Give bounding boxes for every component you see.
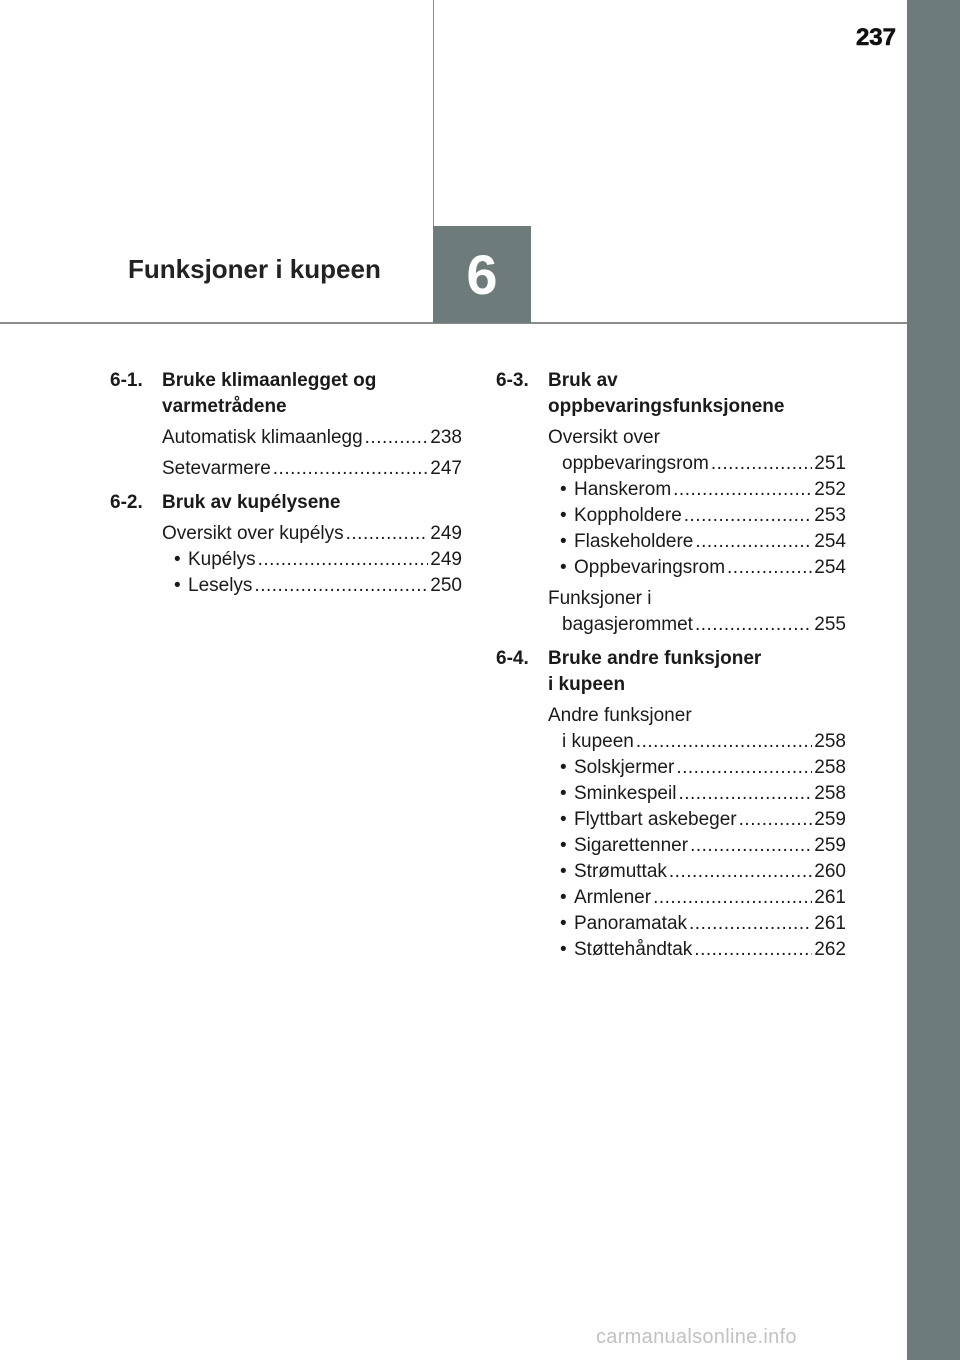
entry-leader-line	[162, 521, 462, 547]
entry-page-number: 247	[430, 458, 462, 479]
chapter-number-box	[433, 226, 531, 323]
bullet-icon: •	[174, 549, 181, 570]
entry-leader-line	[162, 456, 462, 482]
toc-column-right	[496, 368, 846, 971]
bullet-icon: •	[560, 531, 567, 552]
sub-entry-title: Flaskeholdere	[574, 531, 694, 552]
header-divider-vertical	[433, 0, 434, 226]
dot-leader	[254, 573, 428, 599]
sub-entry-title: Sminkespeil	[574, 783, 677, 804]
toc-sub-entry[interactable]	[548, 529, 846, 555]
toc-entry[interactable]	[162, 456, 462, 482]
dot-leader	[711, 451, 812, 477]
entry-title: Automatisk klimaanlegg	[162, 427, 363, 448]
toc-sub-entry[interactable]	[548, 807, 846, 833]
section-title-line: Bruke klimaanlegget og	[162, 370, 377, 391]
section-heading	[496, 368, 846, 420]
sub-entry-page-number: 261	[814, 887, 846, 908]
entry-title: i kupeen	[562, 731, 634, 752]
toc-sub-entry[interactable]	[548, 477, 846, 503]
entry-page-number: 249	[430, 523, 462, 544]
bullet-icon: •	[560, 505, 567, 526]
bullet-icon: •	[560, 861, 567, 882]
bullet-icon: •	[560, 939, 567, 960]
toc-sub-entry[interactable]	[548, 885, 846, 911]
bullet-icon: •	[560, 757, 567, 778]
bullet-icon: •	[174, 575, 181, 596]
entry-title: oppbevaringsrom	[562, 453, 709, 474]
sub-entry-page-number: 250	[430, 575, 462, 596]
sub-entry-page-number: 258	[814, 783, 846, 804]
dot-leader	[694, 937, 812, 963]
toc-sub-entry[interactable]	[548, 937, 846, 963]
section-title-line: Bruke andre funksjoner	[548, 648, 762, 669]
toc-sub-entry[interactable]	[548, 503, 846, 529]
sub-entry-page-number: 253	[814, 505, 846, 526]
section-title-line: Bruk av kupélysene	[162, 492, 341, 513]
sub-entry-page-number: 254	[814, 557, 846, 578]
toc-section	[496, 646, 846, 963]
entry-leader-line	[162, 425, 462, 451]
sub-entry-page-number: 252	[814, 479, 846, 500]
toc-sub-entry[interactable]	[548, 755, 846, 781]
section-title-line: i kupeen	[548, 674, 626, 695]
entry-leader-line	[548, 451, 846, 477]
section-title-line: Bruk av	[548, 370, 618, 391]
entry-title: Oversikt over kupélys	[162, 523, 344, 544]
toc-entry[interactable]	[548, 586, 846, 638]
watermark: carmanualsonline.info	[596, 1326, 797, 1348]
sub-entry-page-number: 249	[430, 549, 462, 570]
sub-entry-page-number: 258	[814, 757, 846, 778]
sub-entry-title: Solskjermer	[574, 757, 675, 778]
toc-sub-entry[interactable]	[548, 911, 846, 937]
entry-text-line: Oversikt over	[548, 427, 660, 448]
toc-column-left	[110, 368, 462, 607]
section-title	[162, 490, 462, 516]
dot-leader	[673, 477, 812, 503]
entry-page-number: 251	[814, 453, 846, 474]
dot-leader	[346, 521, 429, 547]
sub-entry-title: Kupélys	[188, 549, 256, 570]
dot-leader	[669, 859, 812, 885]
dot-leader	[739, 807, 813, 833]
chapter-title: Funksjoner i kupeen	[128, 254, 381, 284]
dot-leader	[727, 555, 812, 581]
dot-leader	[676, 755, 812, 781]
section-title	[548, 646, 846, 698]
toc-sub-entry[interactable]	[162, 573, 462, 599]
bullet-icon: •	[560, 913, 567, 934]
sub-entry-title: Sigarettenner	[574, 835, 689, 856]
toc-sub-entry[interactable]	[548, 555, 846, 581]
entry-text-line: Funksjoner i	[548, 588, 652, 609]
sub-entry-page-number: 259	[814, 809, 846, 830]
bullet-icon: •	[560, 809, 567, 830]
dot-leader	[695, 529, 812, 555]
section-number: 6-3.	[496, 370, 529, 391]
sub-entry-list	[548, 477, 846, 581]
dot-leader	[695, 612, 812, 638]
toc-entry[interactable]	[162, 425, 462, 451]
section-title-line: varmetrådene	[162, 396, 287, 417]
toc-section	[496, 368, 846, 638]
sub-entry-title: Armlener	[574, 887, 652, 908]
toc-section	[110, 490, 462, 599]
toc-entry[interactable]	[548, 703, 846, 755]
entry-title: Setevarmere	[162, 458, 271, 479]
dot-leader	[258, 547, 429, 573]
toc-section	[110, 368, 462, 482]
chapter-side-tab	[907, 0, 960, 1360]
entry-leader-line	[548, 729, 846, 755]
dot-leader	[689, 911, 812, 937]
section-heading	[496, 646, 846, 698]
toc-entry[interactable]	[548, 425, 846, 477]
section-number: 6-4.	[496, 648, 529, 669]
sub-entry-list	[548, 755, 846, 963]
sub-entry-page-number: 260	[814, 861, 846, 882]
sub-entry-title: Leselys	[188, 575, 253, 596]
sub-entry-title: Hanskerom	[574, 479, 672, 500]
section-title	[548, 368, 846, 420]
section-heading	[110, 368, 462, 420]
section-number: 6-2.	[110, 492, 143, 513]
sub-entry-page-number: 262	[814, 939, 846, 960]
toc-sub-entry[interactable]	[548, 781, 846, 807]
dot-leader	[636, 729, 812, 755]
toc-sub-entry[interactable]	[162, 547, 462, 573]
sub-entry-title: Panoramatak	[574, 913, 688, 934]
dot-leader	[684, 503, 813, 529]
dot-leader	[678, 781, 812, 807]
dot-leader	[690, 833, 812, 859]
dot-leader	[653, 885, 812, 911]
page-number: 237	[855, 24, 896, 51]
toc-entry[interactable]	[162, 521, 462, 547]
sub-entry-page-number: 254	[814, 531, 846, 552]
section-title-line: oppbevaringsfunksjonene	[548, 396, 785, 417]
bullet-icon: •	[560, 557, 567, 578]
bullet-icon: •	[560, 835, 567, 856]
entry-page-number: 255	[814, 614, 846, 635]
section-number: 6-1.	[110, 370, 143, 391]
sub-entry-page-number: 261	[814, 913, 846, 934]
section-heading	[110, 490, 462, 516]
sub-entry-title: Støttehåndtak	[574, 939, 693, 960]
sub-entry-title: Flyttbart askebeger	[574, 809, 737, 830]
section-title	[162, 368, 462, 420]
toc-sub-entry[interactable]	[548, 833, 846, 859]
sub-entry-page-number: 259	[814, 835, 846, 856]
dot-leader	[365, 425, 429, 451]
entry-text-line: Andre funksjoner	[548, 705, 692, 726]
entry-page-number: 238	[430, 427, 462, 448]
dot-leader	[273, 456, 429, 482]
bullet-icon: •	[560, 783, 567, 804]
bullet-icon: •	[560, 479, 567, 500]
entry-title: bagasjerommet	[562, 614, 693, 635]
toc-sub-entry[interactable]	[548, 859, 846, 885]
sub-entry-title: Koppholdere	[574, 505, 682, 526]
sub-entry-title: Strømuttak	[574, 861, 667, 882]
bullet-icon: •	[560, 887, 567, 908]
entry-leader-line	[548, 612, 846, 638]
sub-entry-title: Oppbevaringsrom	[574, 557, 726, 578]
chapter-number: 6	[466, 243, 498, 306]
sub-entry-list	[162, 547, 462, 599]
entry-page-number: 258	[814, 731, 846, 752]
